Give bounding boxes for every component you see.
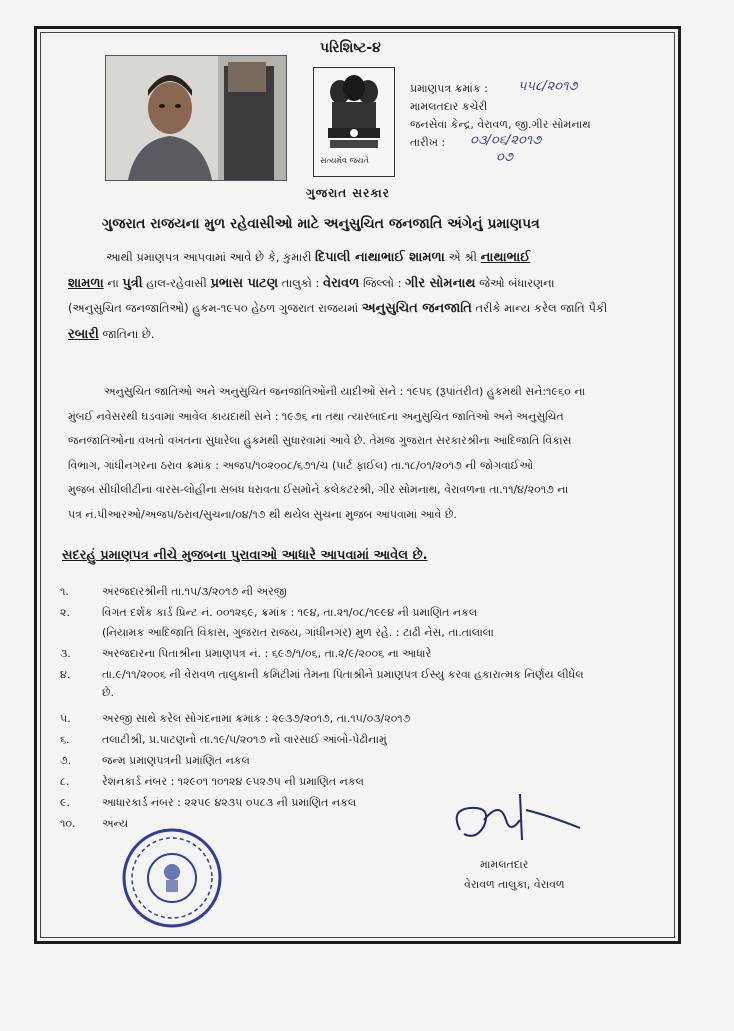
declaration-paragraph [68,245,668,347]
photo-image [106,56,286,180]
list-item: ૩. અરજદારના પિતાશ્રીના પ્રમાણપત્ર નં. : ૬૯૭/૧/૦૬, તા.૨/૯/૨૦૦૬ ના આધારે [60,647,432,660]
state-emblem [313,67,395,177]
list-item-continuation: (નિયામક આદિજાતિ વિકાસ, ગુજરાત રાજય, ગાંધીનગર) મુળ રહે. : ટાઢી નેસ, તા.તાલાલા [102,626,494,639]
list-item: ૪. તા.૯/૧૧/૨૦૦૬ ની વેરાવળ તાલુકાની કમિટીમાં તેમના પિતાશ્રીને પ્રમાણપત્ર ઈસ્યુ કરવા હકારાત્મક નિર્ણય લીધેલ [60,668,584,681]
p2-line: મુંબઈ નવેસરથી ઘડવામાં આવેલ કાયદાથી સને : ૧૯૭૬ ના તથા ત્યારબાદના અનુસુચિત જાતિઓ અને અનુસુચિત [68,409,564,423]
evidence-heading: સદરહું પ્રમાણપત્ર નીચે મુજબના પુરાવાઓ આધારે આપવામાં આવેલ છે. [62,548,428,563]
signatory-title: મામલતદાર [480,858,529,871]
office-line-1: મામલતદાર કચેરી [410,100,488,113]
date-label: તારીખ : [410,136,446,149]
legal-basis-paragraph [68,380,668,527]
p1-text: (અનુસુચિત જનજાતિઓ) હુકમ-૧૯૫૦ હેઠળ ગુજરાત રાજયમાં [68,301,359,315]
tribe-category: અનુસુચિત જનજાતિ [361,301,472,316]
office-seal [120,826,224,930]
district-name: ગીર સોમનાથ [405,275,476,291]
cert-no-label: પ્રમાણપત્ર ક્રમાંક : [410,82,488,95]
p1-text: તરીકે માન્ય કરેલ જાતિ પૈકી [475,301,608,315]
taluka-name: વેરાવળ [323,275,360,291]
list-item-continuation: છે. [102,686,114,699]
list-item: ૧. અરજદારશ્રીની તા.૧૫/૩/૨૦૧૭ ની અરજી [60,585,287,598]
relation: પુત્રી [122,275,143,291]
residence-place: પ્રભાસ પાટણ [210,275,279,291]
p2-line: અનુસુચિત જાતિઓ અને અનુસુચિત જનજાતિઓની યાદીઓ સને : ૧૯૫૬ (રૂપાંતરીત) હુકમથી સને:૧૯૬૦ ના [104,385,586,398]
cert-no-value: ૫૫૮/૨૦૧૭ [518,79,578,94]
list-item: ૬. તલાટીશ્રી, પ્ર.પાટણનો તા.૧૯/૫/૨૦૧૭ નો વારસાઈ આંબો-પેઢીનામું [60,733,387,746]
annexure-label: પરિશિષ્ટ-૪ [320,40,381,56]
p1-text: તાલુકો : [281,275,320,290]
father-name-part1: નાથાભાઈ [480,250,531,265]
p2-line: જનજાતિઓના વખતો વખતના સુધારેલા હુકમથી સુધારવામાં આવે છે. તેમજ ગુજરાત સરકારશ્રીના આદિજાતિ વિકાસ [68,434,572,447]
p2-line: મુજબ સીધીલીટીના વારસ-લોહીના સબંધ ધરાવતા ઈસમોને કલેકટરશ્રી, ગીર સોમનાથ, વેરાવળના તા.૧૧/૪/૨૦૧૭ ના [68,483,569,496]
signatory-office: વેરાવળ તાલુકા, વેરાવળ [464,878,565,891]
list-item: ૧૦. અન્ય [60,817,129,830]
signature [440,790,620,850]
office-line-2: જનસેવા કેન્દ્ર, વેરાવળ, જી.ગીર સોમનાથ [410,118,591,131]
p2-line: પત્ર નં.પીઆરઓ/અજપ/ઠરાવ/સુચના/૦૪/૧૭ થી થયેલ સુચના મુજબ આપવામાં આવે છે. [68,507,457,521]
date-correction: ૦૭ [496,150,513,165]
father-name-part2: શામળા [68,275,104,291]
p1-text: એ શ્રી [448,250,477,264]
p1-text: જેઓ બંધારણના [479,275,555,290]
p1-text: જિલ્લો : [362,275,402,290]
applicant-name: દિપાલી નાથાભાઈ શામળા [315,250,445,265]
p1-text: ના [107,275,119,290]
caste-name: રબારી [68,326,99,342]
handwritten-signature-icon [440,790,620,850]
round-seal-icon [120,826,224,930]
applicant-photo [105,55,287,181]
list-item: ૮. રેશનકાર્ડ નંબર : ૧૨૯૦૧ ૧૦૧૨૪ ૯૫૨૭૫ ની પ્રમાણિત નકલ [60,775,364,788]
date-value: ૦૩/૦૬/૨૦૧૭ [470,133,542,148]
p1-text: આથી પ્રમાણપત્ર આપવામાં આવે છે કે, કુમારી [106,250,312,264]
government-label: ગુજરાત સરકાર [306,186,390,200]
p2-line: વિભાગ, ગાંધીનગરના ઠરાવ ક્રમાંક : અજપ/૧૦૨૦૦૮/૬૭૧/ચ (પાર્ટ ફાઈલ) તા.૧૮/૦૧/૨૦૧૭ ની જોગવાઈઓ [68,458,534,472]
emblem-motto: સત્યમેવ જયતે [320,156,369,165]
list-item: ૨. વિગત દર્શક કાર્ડ પ્રિન્ટ નં. ૦૦૧૨૬૯, ક્રમાંક : ૧૯૪, તા.૨૧/૦૮/૧૯૯૪ ની પ્રમાણિત નકલ [60,606,478,619]
p1-text: જાતિના છે. [102,326,155,341]
p1-text: હાલ-રહેવાસી [146,275,207,290]
list-item: ૯. આધારકાર્ડ નંબર : ૨૨૫૯ ૪૨૩૫ ૦૫૮૩ ની પ્રમાણિત નકલ [60,796,357,809]
certificate-title: ગુજરાત રાજયના મુળ રહેવાસીઓ માટે અનુસુચિત જનજાતિ અંગેનું પ્રમાણપત્ર [102,216,540,232]
list-item: ૭. જન્મ પ્રમાણપત્રની પ્રમાણિત નકલ [60,754,250,767]
list-item: ૫. અરજી સાથે કરેલ સોગંદનામા ક્રમાંક : ૨૯૩૭/૨૦૧૭, તા.૧૫/૦૩/૨૦૧૭ [60,712,411,725]
